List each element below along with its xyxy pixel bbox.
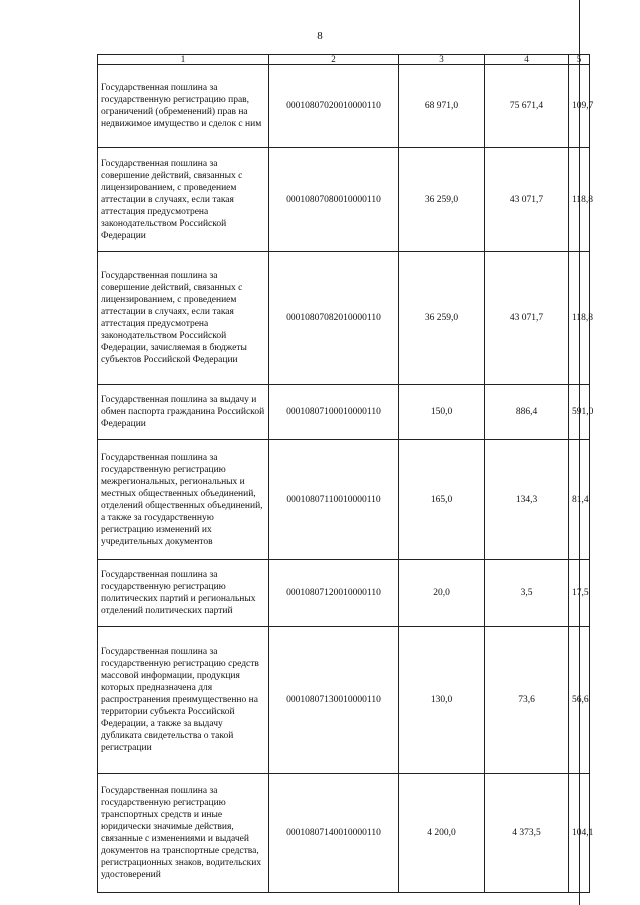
column-number: 4 <box>485 55 569 65</box>
percent-value: 17,5 <box>569 560 590 627</box>
planned-value: 68 971,0 <box>399 65 485 148</box>
table-row <box>98 385 590 440</box>
budget-code: 00010807140010000110 <box>269 774 399 893</box>
column-number: 5 <box>569 55 590 65</box>
percent-value: 81,4 <box>569 440 590 560</box>
planned-value: 20,0 <box>399 560 485 627</box>
budget-code: 00010807130010000110 <box>269 627 399 774</box>
planned-value: 130,0 <box>399 627 485 774</box>
planned-value: 36 259,0 <box>399 252 485 385</box>
column-number: 1 <box>98 55 269 65</box>
budget-code: 00010807082010000110 <box>269 252 399 385</box>
column-number-row <box>98 55 590 65</box>
revenue-table <box>97 54 594 893</box>
planned-value: 4 200,0 <box>399 774 485 893</box>
percent-value: 591,0 <box>569 385 590 440</box>
table-row <box>98 65 590 148</box>
revenue-name: Государственная пошлина за государственную регистрацию прав, ограничений (обременений) прав на недвижимое имущество и сделок с ним <box>98 65 269 148</box>
page-number: 8 <box>317 30 323 42</box>
revenue-name: Государственная пошлина за государственную регистрацию политических партий и региональных отделений политических партий <box>98 560 269 627</box>
actual-value: 73,6 <box>485 627 569 774</box>
percent-value: 118,8 <box>569 148 590 252</box>
percent-value: 109,7 <box>569 65 590 148</box>
table-row <box>98 252 590 385</box>
revenue-name: Государственная пошлина за государственную регистрацию межрегиональных, региональных и местных общественных объединений, отделений общественных объединений, а также за государственную регистрацию изменений их учредительных документов <box>98 440 269 560</box>
planned-value: 165,0 <box>399 440 485 560</box>
budget-code: 00010807100010000110 <box>269 385 399 440</box>
actual-value: 43 071,7 <box>485 148 569 252</box>
revenue-name: Государственная пошлина за выдачу и обмен паспорта гражданина Российской Федерации <box>98 385 269 440</box>
actual-value: 134,3 <box>485 440 569 560</box>
revenue-name: Государственная пошлина за совершение действий, связанных с лицензированием, с проведением аттестации в случаях, если такая аттестация предусмотрена законодательством Российской Федерации <box>98 148 269 252</box>
table-row <box>98 774 590 893</box>
column-number: 3 <box>399 55 485 65</box>
table-row <box>98 560 590 627</box>
table-row <box>98 627 590 774</box>
percent-value: 118,8 <box>569 252 590 385</box>
revenue-name: Государственная пошлина за совершение действий, связанных с лицензированием, с проведением аттестации в случаях, если такая аттестация предусмотрена законодательством Российской Федерации, зачисляемая в бюджеты субъектов Российской Федерации <box>98 252 269 385</box>
actual-value: 75 671,4 <box>485 65 569 148</box>
actual-value: 886,4 <box>485 385 569 440</box>
budget-code: 00010807110010000110 <box>269 440 399 560</box>
planned-value: 36 259,0 <box>399 148 485 252</box>
budget-code: 00010807080010000110 <box>269 148 399 252</box>
budget-code: 00010807020010000110 <box>269 65 399 148</box>
budget-code: 00010807120010000110 <box>269 560 399 627</box>
actual-value: 43 071,7 <box>485 252 569 385</box>
revenue-name: Государственная пошлина за государственную регистрацию транспортных средств и иные юридически значимые действия, связанные с изменениями и выдачей документов на транспортные средства, регистрационных знаков, водительских удостоверений <box>98 774 269 893</box>
revenue-name: Государственная пошлина за государственную регистрацию средств массовой информации, продукция которых предназначена для распространения преимущественно на территории субъекта Российской Федерации, а также за выдачу дубликата свидетельства о такой регистрации <box>98 627 269 774</box>
actual-value: 3,5 <box>485 560 569 627</box>
percent-value: 56,6 <box>569 627 590 774</box>
percent-value: 104,1 <box>569 774 590 893</box>
planned-value: 150,0 <box>399 385 485 440</box>
column-number: 2 <box>269 55 399 65</box>
table-row <box>98 440 590 560</box>
actual-value: 4 373,5 <box>485 774 569 893</box>
table-row <box>98 148 590 252</box>
